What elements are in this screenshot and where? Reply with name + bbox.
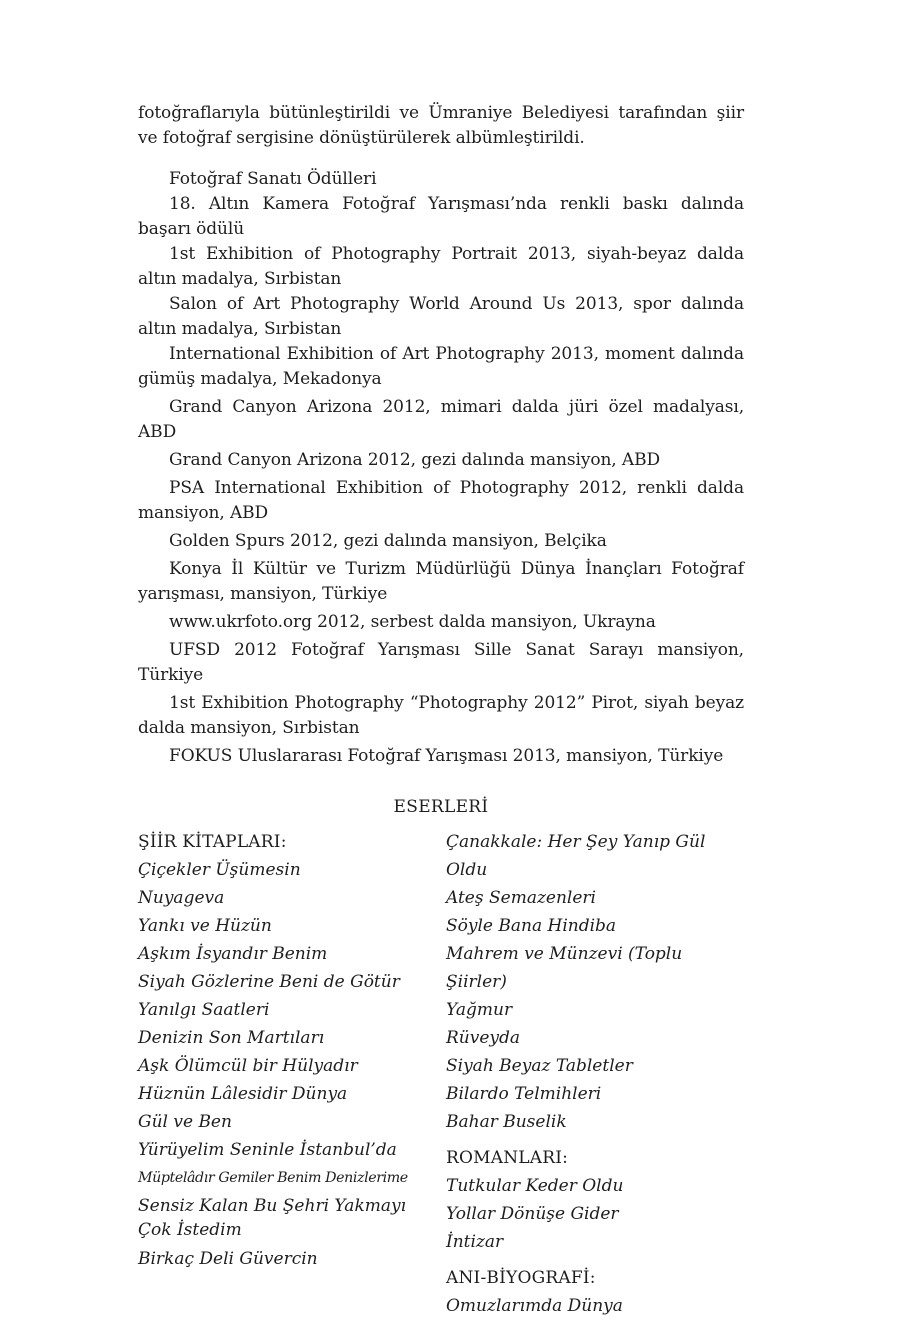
award-item: Grand Canyon Arizona 2012, mimari dalda jüri özel madalyası, ABD (138, 397, 744, 442)
award-item: 18. Altın Kamera Fotoğraf Yarışması’nda renkli baskı dalında başarı ödülü (138, 194, 744, 239)
award-item: Konya İl Kültür ve Turizm Müdürlüğü Dünya İnançları Fotoğraf yarışması, mansiyon, Türkiye (138, 559, 744, 604)
book-title: Müptelâdır Gemiler Benim Denizlerime (138, 1170, 408, 1186)
book-title: Aşk Ölümcül bir Hülyadır (138, 1056, 358, 1076)
works-columns (138, 828, 744, 1320)
award-item: Golden Spurs 2012, gezi dalında mansiyon, Belçika (169, 531, 607, 551)
book-title: Sensiz Kalan Bu Şehri Yakmayı Çok İstedim (138, 1196, 407, 1240)
book-title: Tutkular Keder Oldu (446, 1176, 624, 1196)
poetry-heading: ŞİİR KİTAPLARI: (138, 832, 287, 852)
memoir-heading: ANI-BİYOGRAFİ: (446, 1268, 596, 1288)
book-title: Yankı ve Hüzün (138, 916, 272, 936)
book-title: İntizar (446, 1232, 504, 1252)
award-item: FOKUS Uluslararası Fotoğraf Yarışması 2013, mansiyon, Türkiye (169, 746, 724, 766)
book-title: Yollar Dönüşe Gider (446, 1204, 619, 1224)
award-item: www.ukrfoto.org 2012, serbest dalda mansiyon, Ukrayna (169, 612, 656, 632)
awards-heading: Fotoğraf Sanatı Ödülleri (169, 169, 377, 189)
book-title: Hüznün Lâlesidir Dünya (138, 1084, 348, 1104)
book-title: Siyah Gözlerine Beni de Götür (138, 972, 400, 992)
award-item: 1st Exhibition of Photography Portrait 2013, siyah-beyaz dalda altın madalya, Sırbistan (138, 244, 744, 289)
book-title: Söyle Bana Hindiba (446, 916, 617, 936)
book-title: Yürüyelim Seninle İstanbul’da (138, 1140, 397, 1160)
book-title: Çanakkale: Her Şey Yanıp Gül Oldu (446, 832, 706, 880)
works-left-column (138, 828, 438, 1320)
novels-heading: ROMANLARI: (446, 1148, 569, 1168)
intro-paragraph: fotoğraflarıyla bütünleştirildi ve Ümraniye Belediyesi tarafından şiir ve fotoğraf sergisine dönüştürülerek albümleştirildi. (138, 103, 744, 148)
book-title: Omuzlarımda Dünya (446, 1296, 623, 1316)
book-title: Ateş Semazenleri (446, 888, 596, 908)
award-item: PSA International Exhibition of Photography 2012, renkli dalda mansiyon, ABD (138, 478, 744, 523)
book-title: Bahar Buselik (446, 1112, 567, 1132)
book-title: Bilardo Telmihleri (446, 1084, 602, 1104)
book-title: Siyah Beyaz Tabletler (446, 1056, 633, 1076)
book-title: Yağmur (446, 1000, 513, 1020)
award-item: UFSD 2012 Fotoğraf Yarışması Sille Sanat Sarayı mansiyon, Türkiye (138, 640, 744, 685)
book-title: Gül ve Ben (138, 1112, 232, 1132)
book-title: Nuyageva (138, 888, 225, 908)
book-title: Denizin Son Martıları (138, 1028, 325, 1048)
award-item: Grand Canyon Arizona 2012, gezi dalında mansiyon, ABD (169, 450, 661, 470)
book-title: Aşkım İsyandır Benim (138, 944, 328, 964)
award-item: 1st Exhibition Photography “Photography 2012” Pirot, siyah beyaz dalda mansiyon, Sırbistan (138, 693, 744, 738)
book-title: Rüveyda (446, 1028, 521, 1048)
book-title: Mahrem ve Münzevi (Toplu Şiirler) (446, 944, 683, 992)
award-item: International Exhibition of Art Photography 2013, moment dalında gümüş madalya, Mekadonya (138, 344, 744, 389)
book-title: Birkaç Deli Güvercin (138, 1249, 318, 1269)
works-right-column (446, 828, 744, 1320)
page-body (138, 101, 744, 1320)
works-heading: ESERLERİ (393, 797, 489, 817)
book-title: Çiçekler Üşümesin (138, 860, 301, 880)
book-title: Yanılgı Saatleri (138, 1000, 270, 1020)
award-item: Salon of Art Photography World Around Us 2013, spor dalında altın madalya, Sırbistan (138, 294, 744, 339)
